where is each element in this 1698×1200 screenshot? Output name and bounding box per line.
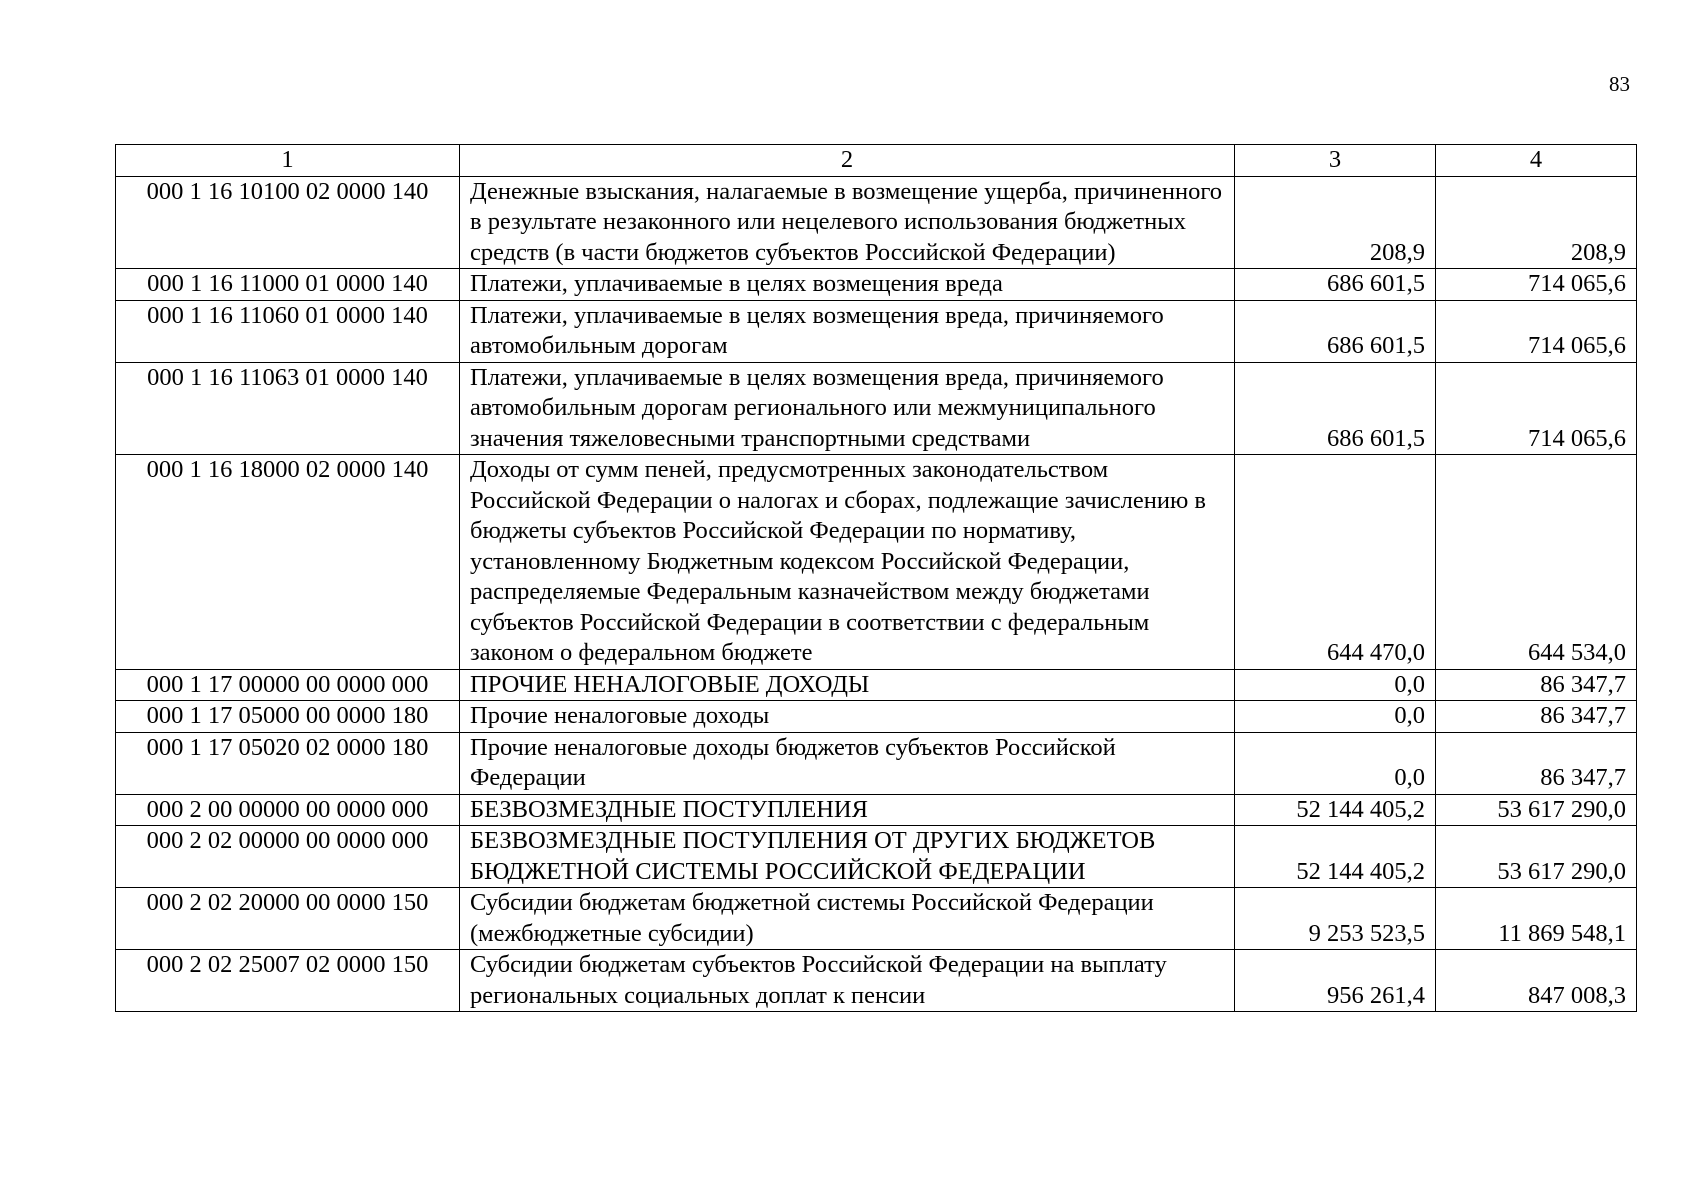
value-col4-cell: 714 065,6 (1436, 362, 1637, 455)
income-name-cell: Платежи, уплачиваемые в целях возмещения вреда, причиняемого автомобильным дорогам (460, 300, 1235, 362)
value-col3-cell: 686 601,5 (1235, 269, 1436, 301)
income-name-cell: Платежи, уплачиваемые в целях возмещения вреда, причиняемого автомобильным дорогам регионального или межмуниципального значения тяжеловесными транспортными средствами (460, 362, 1235, 455)
value-col3-cell: 9 253 523,5 (1235, 888, 1436, 950)
column-header-2: 2 (460, 145, 1235, 177)
column-header-1: 1 (116, 145, 460, 177)
budget-code-cell: 000 1 16 10100 02 0000 140 (116, 176, 460, 269)
income-name-cell: БЕЗВОЗМЕЗДНЫЕ ПОСТУПЛЕНИЯ (460, 794, 1235, 826)
income-name-cell: Прочие неналоговые доходы бюджетов субъектов Российской Федерации (460, 732, 1235, 794)
column-header-4: 4 (1436, 145, 1637, 177)
budget-code-cell: 000 1 17 05020 02 0000 180 (116, 732, 460, 794)
budget-code-cell: 000 1 17 00000 00 0000 000 (116, 669, 460, 701)
table-body (116, 176, 1637, 1012)
budget-code-cell: 000 2 00 00000 00 0000 000 (116, 794, 460, 826)
table-row (116, 701, 1637, 733)
value-col4-cell: 53 617 290,0 (1436, 794, 1637, 826)
value-col3-cell: 0,0 (1235, 701, 1436, 733)
page-number: 83 (1609, 72, 1630, 96)
table-row (116, 300, 1637, 362)
income-name-cell: Субсидии бюджетам бюджетной системы Российской Федерации (межбюджетные субсидии) (460, 888, 1235, 950)
income-name-cell: Прочие неналоговые доходы (460, 701, 1235, 733)
value-col3-cell: 208,9 (1235, 176, 1436, 269)
value-col4-cell: 714 065,6 (1436, 269, 1637, 301)
budget-code-cell: 000 2 02 20000 00 0000 150 (116, 888, 460, 950)
income-name-cell: Субсидии бюджетам субъектов Российской Федерации на выплату региональных социальных доплат к пенсии (460, 950, 1235, 1012)
table-row (116, 669, 1637, 701)
value-col3-cell: 0,0 (1235, 732, 1436, 794)
budget-code-cell: 000 2 02 00000 00 0000 000 (116, 826, 460, 888)
value-col4-cell: 208,9 (1436, 176, 1637, 269)
value-col3-cell: 52 144 405,2 (1235, 794, 1436, 826)
budget-code-cell: 000 1 16 11063 01 0000 140 (116, 362, 460, 455)
value-col4-cell: 847 008,3 (1436, 950, 1637, 1012)
budget-revenue-table (115, 144, 1637, 1012)
value-col3-cell: 644 470,0 (1235, 455, 1436, 670)
income-name-cell: Денежные взыскания, налагаемые в возмещение ущерба, причиненного в результате незаконного или нецелевого использования бюджетных средств (в части бюджетов субъектов Российской Федерации) (460, 176, 1235, 269)
value-col4-cell: 644 534,0 (1436, 455, 1637, 670)
income-name-cell: БЕЗВОЗМЕЗДНЫЕ ПОСТУПЛЕНИЯ ОТ ДРУГИХ БЮДЖЕТОВ БЮДЖЕТНОЙ СИСТЕМЫ РОССИЙСКОЙ ФЕДЕРАЦИИ (460, 826, 1235, 888)
income-name-cell: Доходы от сумм пеней, предусмотренных законодательством Российской Федерации о налогах и сборах, подлежащие зачислению в бюджеты субъектов Российской Федерации по нормативу, установленному Бюджетным кодексом Российской Федерации, распределяемые Федеральным казначейством между бюджетами субъектов Российской Федерации в соответствии с федеральным законом о федеральном бюджете (460, 455, 1235, 670)
budget-code-cell: 000 1 16 11060 01 0000 140 (116, 300, 460, 362)
column-header-3: 3 (1235, 145, 1436, 177)
value-col3-cell: 956 261,4 (1235, 950, 1436, 1012)
table-row (116, 455, 1637, 670)
budget-code-cell: 000 1 17 05000 00 0000 180 (116, 701, 460, 733)
value-col4-cell: 714 065,6 (1436, 300, 1637, 362)
value-col3-cell: 686 601,5 (1235, 300, 1436, 362)
table-row (116, 176, 1637, 269)
value-col4-cell: 86 347,7 (1436, 701, 1637, 733)
table-row (116, 732, 1637, 794)
table-row (116, 888, 1637, 950)
table-row (116, 269, 1637, 301)
value-col4-cell: 11 869 548,1 (1436, 888, 1637, 950)
value-col3-cell: 0,0 (1235, 669, 1436, 701)
table-row (116, 950, 1637, 1012)
table-row (116, 794, 1637, 826)
budget-code-cell: 000 1 16 18000 02 0000 140 (116, 455, 460, 670)
value-col3-cell: 52 144 405,2 (1235, 826, 1436, 888)
budget-code-cell: 000 1 16 11000 01 0000 140 (116, 269, 460, 301)
table-header-row (116, 145, 1637, 177)
income-name-cell: ПРОЧИЕ НЕНАЛОГОВЫЕ ДОХОДЫ (460, 669, 1235, 701)
budget-code-cell: 000 2 02 25007 02 0000 150 (116, 950, 460, 1012)
table-row (116, 362, 1637, 455)
value-col4-cell: 53 617 290,0 (1436, 826, 1637, 888)
table-row (116, 826, 1637, 888)
income-name-cell: Платежи, уплачиваемые в целях возмещения вреда (460, 269, 1235, 301)
value-col4-cell: 86 347,7 (1436, 732, 1637, 794)
value-col4-cell: 86 347,7 (1436, 669, 1637, 701)
value-col3-cell: 686 601,5 (1235, 362, 1436, 455)
